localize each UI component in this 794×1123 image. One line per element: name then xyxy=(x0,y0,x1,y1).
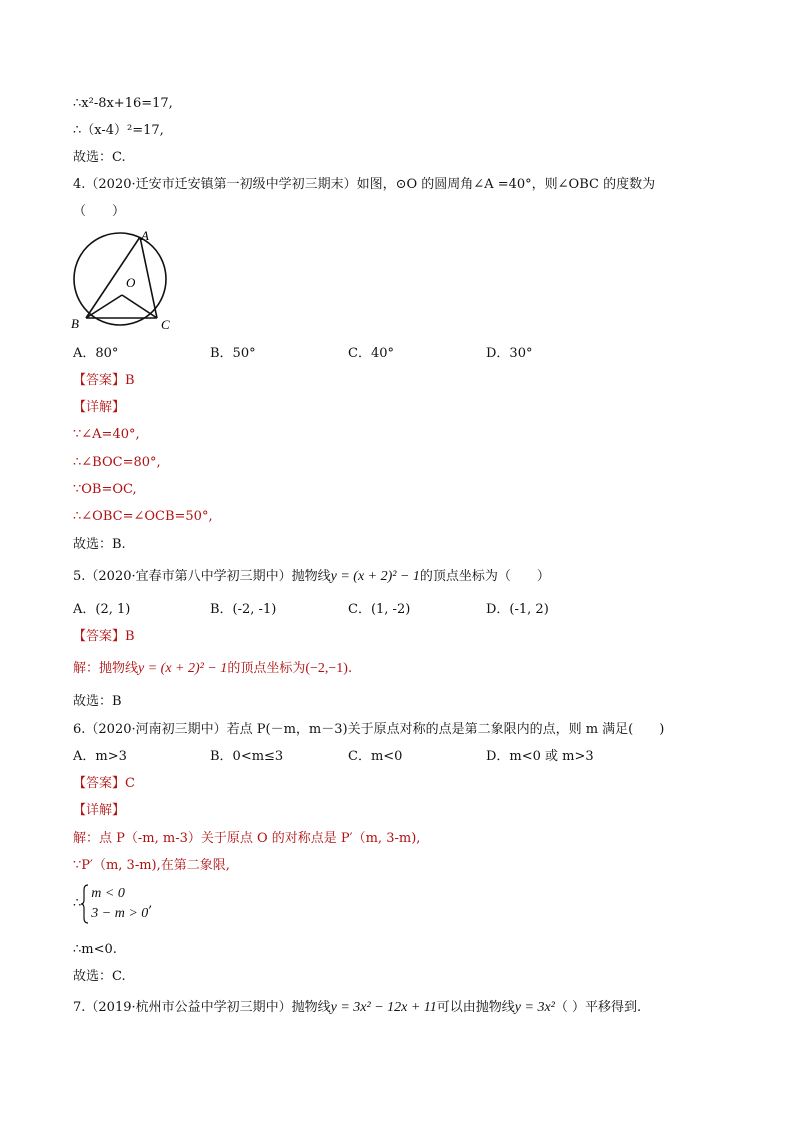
solution-step xyxy=(73,660,352,678)
solution-choice: 故选：C. xyxy=(73,150,126,165)
radius-ob xyxy=(86,295,122,318)
solution-mid: 的顶点坐标为 xyxy=(227,661,306,676)
question-5-prefix: 5.（2020·宜春市第八中学初三期中）抛物线 xyxy=(73,569,331,584)
question-6-text: 6.（2020·河南初三期中）若点 P(－m，m－3)关于原点对称的点是第二象限内的点，则 m 满足( ) xyxy=(73,722,665,737)
equation: y = (x + 2)² − 1 xyxy=(138,661,228,676)
solution-step: ∵∠A=40°, xyxy=(73,427,140,442)
solution-step: ∴x²-8x+16=17, xyxy=(73,96,173,111)
solution-step: ∵OB=OC, xyxy=(73,482,137,497)
question-7-prefix: 7.（2019·杭州市公益中学初三期中）抛物线 xyxy=(73,1000,331,1015)
option-a: A．(2, 1) xyxy=(73,602,131,617)
solution-choice: 故选：B. xyxy=(73,537,126,552)
option-a: A．80° xyxy=(73,346,119,361)
circle-o xyxy=(74,233,166,325)
detail-label: 【详解】 xyxy=(73,400,126,415)
label-c: C xyxy=(161,317,170,332)
detail-label: 【详解】 xyxy=(73,803,126,818)
option-b: B．0<m≤3 xyxy=(210,749,284,764)
equation: y = (x + 2)² − 1 xyxy=(330,569,420,584)
option-c: C．40° xyxy=(348,346,394,361)
solution-step: ∴∠OBC=∠OCB=50°, xyxy=(73,509,213,524)
inequality-row-2: 3 − m > 0 xyxy=(91,906,149,921)
option-d: D．(-1, 2) xyxy=(486,602,549,617)
equation: y = 3x² − 12x + 11 xyxy=(330,1000,437,1015)
option-b: B．(-2, -1) xyxy=(210,602,277,617)
option-a: A．m>3 xyxy=(73,749,127,764)
brace-icon xyxy=(81,884,89,924)
question-7-suffix: （ ）平移得到. xyxy=(554,1000,642,1015)
circle-figure xyxy=(68,225,178,335)
inequality-row-1: m < 0 xyxy=(91,886,125,901)
label-a: A xyxy=(141,228,149,243)
answer-label: 【答案】B xyxy=(73,373,135,388)
option-d: D．m<0 或 m>3 xyxy=(486,749,594,764)
label-b: B xyxy=(71,316,79,331)
vertex-value: (−2,−1) xyxy=(305,661,348,676)
equation: y = 3x² xyxy=(514,1000,555,1015)
solution-prefix: 解：抛物线 xyxy=(73,661,139,676)
question-4-text: 4.（2020·迁安市迁安镇第一初级中学初三期末）如图，⊙O 的圆周角∠A =40°，则∠OBC 的度数为 xyxy=(73,177,656,192)
inequality-system xyxy=(73,884,152,928)
radius-oc xyxy=(122,295,157,318)
answer-label: 【答案】C xyxy=(73,776,135,791)
question-4-bracket: （ ） xyxy=(73,204,126,219)
solution-step: ∴∠BOC=80°, xyxy=(73,455,161,470)
therefore-symbol: ∴ xyxy=(73,896,82,911)
question-7-mid: 可以由抛物线 xyxy=(436,1000,515,1015)
option-d: D．30° xyxy=(486,346,533,361)
solution-step: ∴（x-4）²=17, xyxy=(73,123,164,138)
answer-label: 【答案】B xyxy=(73,629,135,644)
option-b: B．50° xyxy=(210,346,256,361)
solution-step: ∵P′（m, 3-m),在第二象限, xyxy=(73,858,230,873)
solution-step: ∴m<0. xyxy=(73,942,117,957)
question-5-text xyxy=(73,568,550,586)
system-brace xyxy=(81,884,148,924)
solution-end: . xyxy=(347,661,353,676)
solution-choice: 故选：C. xyxy=(73,969,126,984)
option-c: C．(1, -2) xyxy=(348,602,411,617)
question-5-suffix: 的顶点坐标为（ ） xyxy=(419,569,550,584)
solution-choice: 故选：B xyxy=(73,694,122,709)
question-7-text xyxy=(73,999,641,1017)
system-suffix: , xyxy=(148,896,153,911)
label-o: O xyxy=(126,275,136,290)
option-c: C．m<0 xyxy=(348,749,403,764)
solution-step: 解：点 P（-m, m-3）关于原点 O 的对称点是 P′（m, 3-m), xyxy=(73,831,421,846)
